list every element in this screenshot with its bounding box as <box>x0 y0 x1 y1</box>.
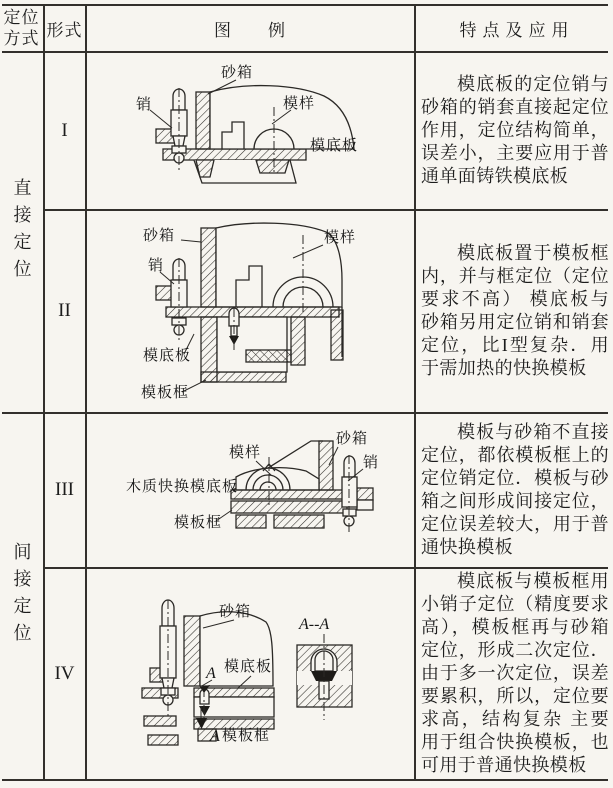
desc-cell-4 <box>415 568 613 779</box>
table-bottom-border <box>2 779 608 781</box>
diagram2-label-mobankuang: 模板框 <box>141 385 190 401</box>
diagram1-label-modiban: 模底板 <box>310 138 359 154</box>
diagram3-label-muzhi-plate: 木质快换模底板 <box>126 479 239 495</box>
header-features-label: 特点及应用 <box>459 20 575 40</box>
diagram4-label-a-lower: A <box>210 728 220 745</box>
header-positioning-method <box>0 5 43 51</box>
desc-cell-3 <box>415 413 613 567</box>
diagram4-label-section-aa: A--A <box>299 616 330 633</box>
diagram4-label-shaxiang: 砂箱 <box>219 604 252 620</box>
header-example-label: 图 例 <box>214 20 286 40</box>
diagram3-label-xiao: 销 <box>363 455 380 471</box>
header-positioning-method-label: 定位方式 <box>3 8 40 48</box>
form-2-label: II <box>58 300 71 321</box>
diagram4-label-a-upper: A <box>206 665 216 682</box>
desc-2-text: 模底板置于模板框内，并与框定位（定位要求不高） 模底板与砂箱另用定位销和销套定位，比I型复杂．用于需加热的快换模板 <box>421 243 609 378</box>
group-indirect-positioning <box>0 413 43 779</box>
desc-4-text: 模底板与模板框用小销子定位（精度要求高），模板框再与砂箱定位，形成二次定位．由于多一次定位，误差要累积，所以，定位要求高，结构复杂 主要用于组合快换模板，也可用于普通快换模板 <box>421 571 609 775</box>
diagram-cell-3 <box>86 413 414 567</box>
desc-cell-1 <box>415 52 613 209</box>
diagram-cell-2 <box>86 210 414 412</box>
form-cell-2 <box>44 210 85 412</box>
desc-1-text: 模底板的定位销与砂箱的销套直接起定位作用，定位结构简单，误差小，主要应用于普通单面铸铁模底板 <box>421 74 609 186</box>
form-cell-4 <box>44 568 85 779</box>
diagram2-label-muyang: 模样 <box>324 230 357 246</box>
desc-3-text: 模板与砂箱不直接定位，都依模板框上的定位销定位．模板与砂箱之间形成间接定位，定位误差较大，用于普通快换模板 <box>421 422 609 557</box>
group-direct-positioning-label: 直接定位 <box>11 178 32 286</box>
desc-cell-2 <box>415 210 613 412</box>
form-1-label: I <box>61 119 68 141</box>
group-indirect-positioning-label: 间接定位 <box>11 542 32 650</box>
diagram-cell-4 <box>86 568 414 779</box>
diagram-2-drawing <box>86 210 414 412</box>
diagram1-label-shaxiang: 砂箱 <box>221 65 254 81</box>
diagram2-label-xiao: 销 <box>148 258 165 274</box>
diagram3-label-shaxiang: 砂箱 <box>336 431 369 447</box>
diagram1-label-xiao: 销 <box>136 97 153 113</box>
header-form <box>44 5 85 51</box>
diagram1-label-muyang: 模样 <box>283 96 316 112</box>
header-features <box>415 5 613 51</box>
form-cell-1 <box>44 52 85 209</box>
form-3-label: III <box>55 479 74 500</box>
header-example <box>86 5 414 51</box>
form-cell-3 <box>44 413 85 567</box>
header-form-label: 形式 <box>46 20 83 40</box>
diagram2-label-shaxiang: 砂箱 <box>143 228 176 244</box>
diagram3-label-muyang: 模样 <box>229 445 262 461</box>
diagram3-label-mobankuang: 模板框 <box>174 515 223 531</box>
diagram2-label-modiban: 模底板 <box>143 348 192 364</box>
diagram4-label-modiban: 模底板 <box>224 659 273 675</box>
diagram-cell-1 <box>86 52 414 209</box>
diagram4-label-mobankuang: 模板框 <box>222 728 271 744</box>
form-4-label: IV <box>54 662 75 684</box>
group-direct-positioning <box>0 52 43 412</box>
